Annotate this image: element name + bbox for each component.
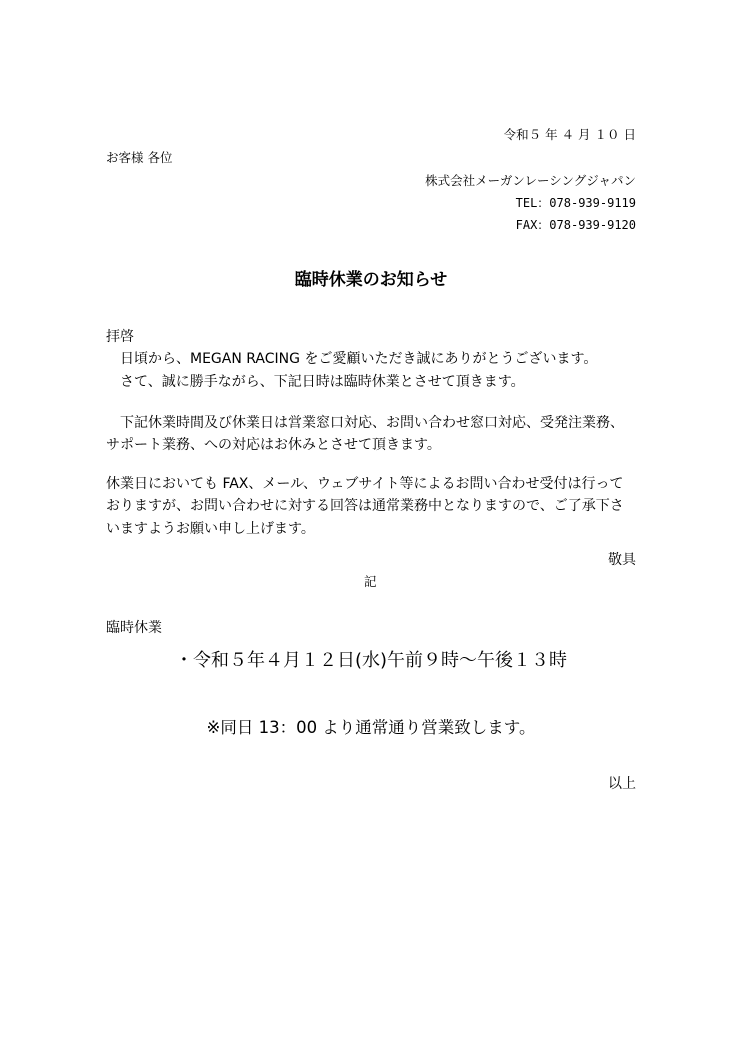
closure-datetime: ・令和５年４月１２日(水)午前９時～午後１３時 [174,650,568,671]
sender-fax: FAX：078-939-9120 [515,218,636,232]
closure-note: ※同日 13：00 より通常通り営業致します。 [206,718,536,737]
sender-tel: TEL：078-939-9119 [515,196,636,210]
ki-mark: 記 [364,574,377,589]
end-mark: 以上 [608,776,636,792]
closure-label: 臨時休業 [106,620,162,636]
recipient: お客様 各位 [106,150,173,165]
paragraph3-line3: いますようお願い申し上げます。 [106,521,315,537]
paragraph1-line2: さて、誠に勝手ながら、下記日時は臨時休業とさせて頂きます。 [120,374,525,390]
paragraph3-line2: おりますが、お問い合わせに対する回答は通常業務中となりますので、ご了承下さ [106,498,624,514]
paragraph1-line1: 日頃から、MEGAN RACING をご愛顧いただき誠にありがとうございます。 [120,351,598,367]
salutation: 拝啓 [106,329,134,345]
paragraph2-line2: サポート業務、への対応はお休みとさせて頂きます。 [106,437,441,453]
closing: 敬具 [608,552,636,568]
letter-date: 令和５ 年 ４ 月 １０ 日 [503,127,636,142]
paragraph3-line1: 休業日においても FAX、メール、ウェブサイト等によるお問い合わせ受付は行って [106,476,624,492]
sender-company: 株式会社メーガンレーシングジャパン [425,173,636,188]
paragraph2-line1: 下記休業時間及び休業日は営業窓口対応、お問い合わせ窓口対応、受発注業務、 [120,415,624,431]
letter-title: 臨時休業のお知らせ [294,270,448,290]
